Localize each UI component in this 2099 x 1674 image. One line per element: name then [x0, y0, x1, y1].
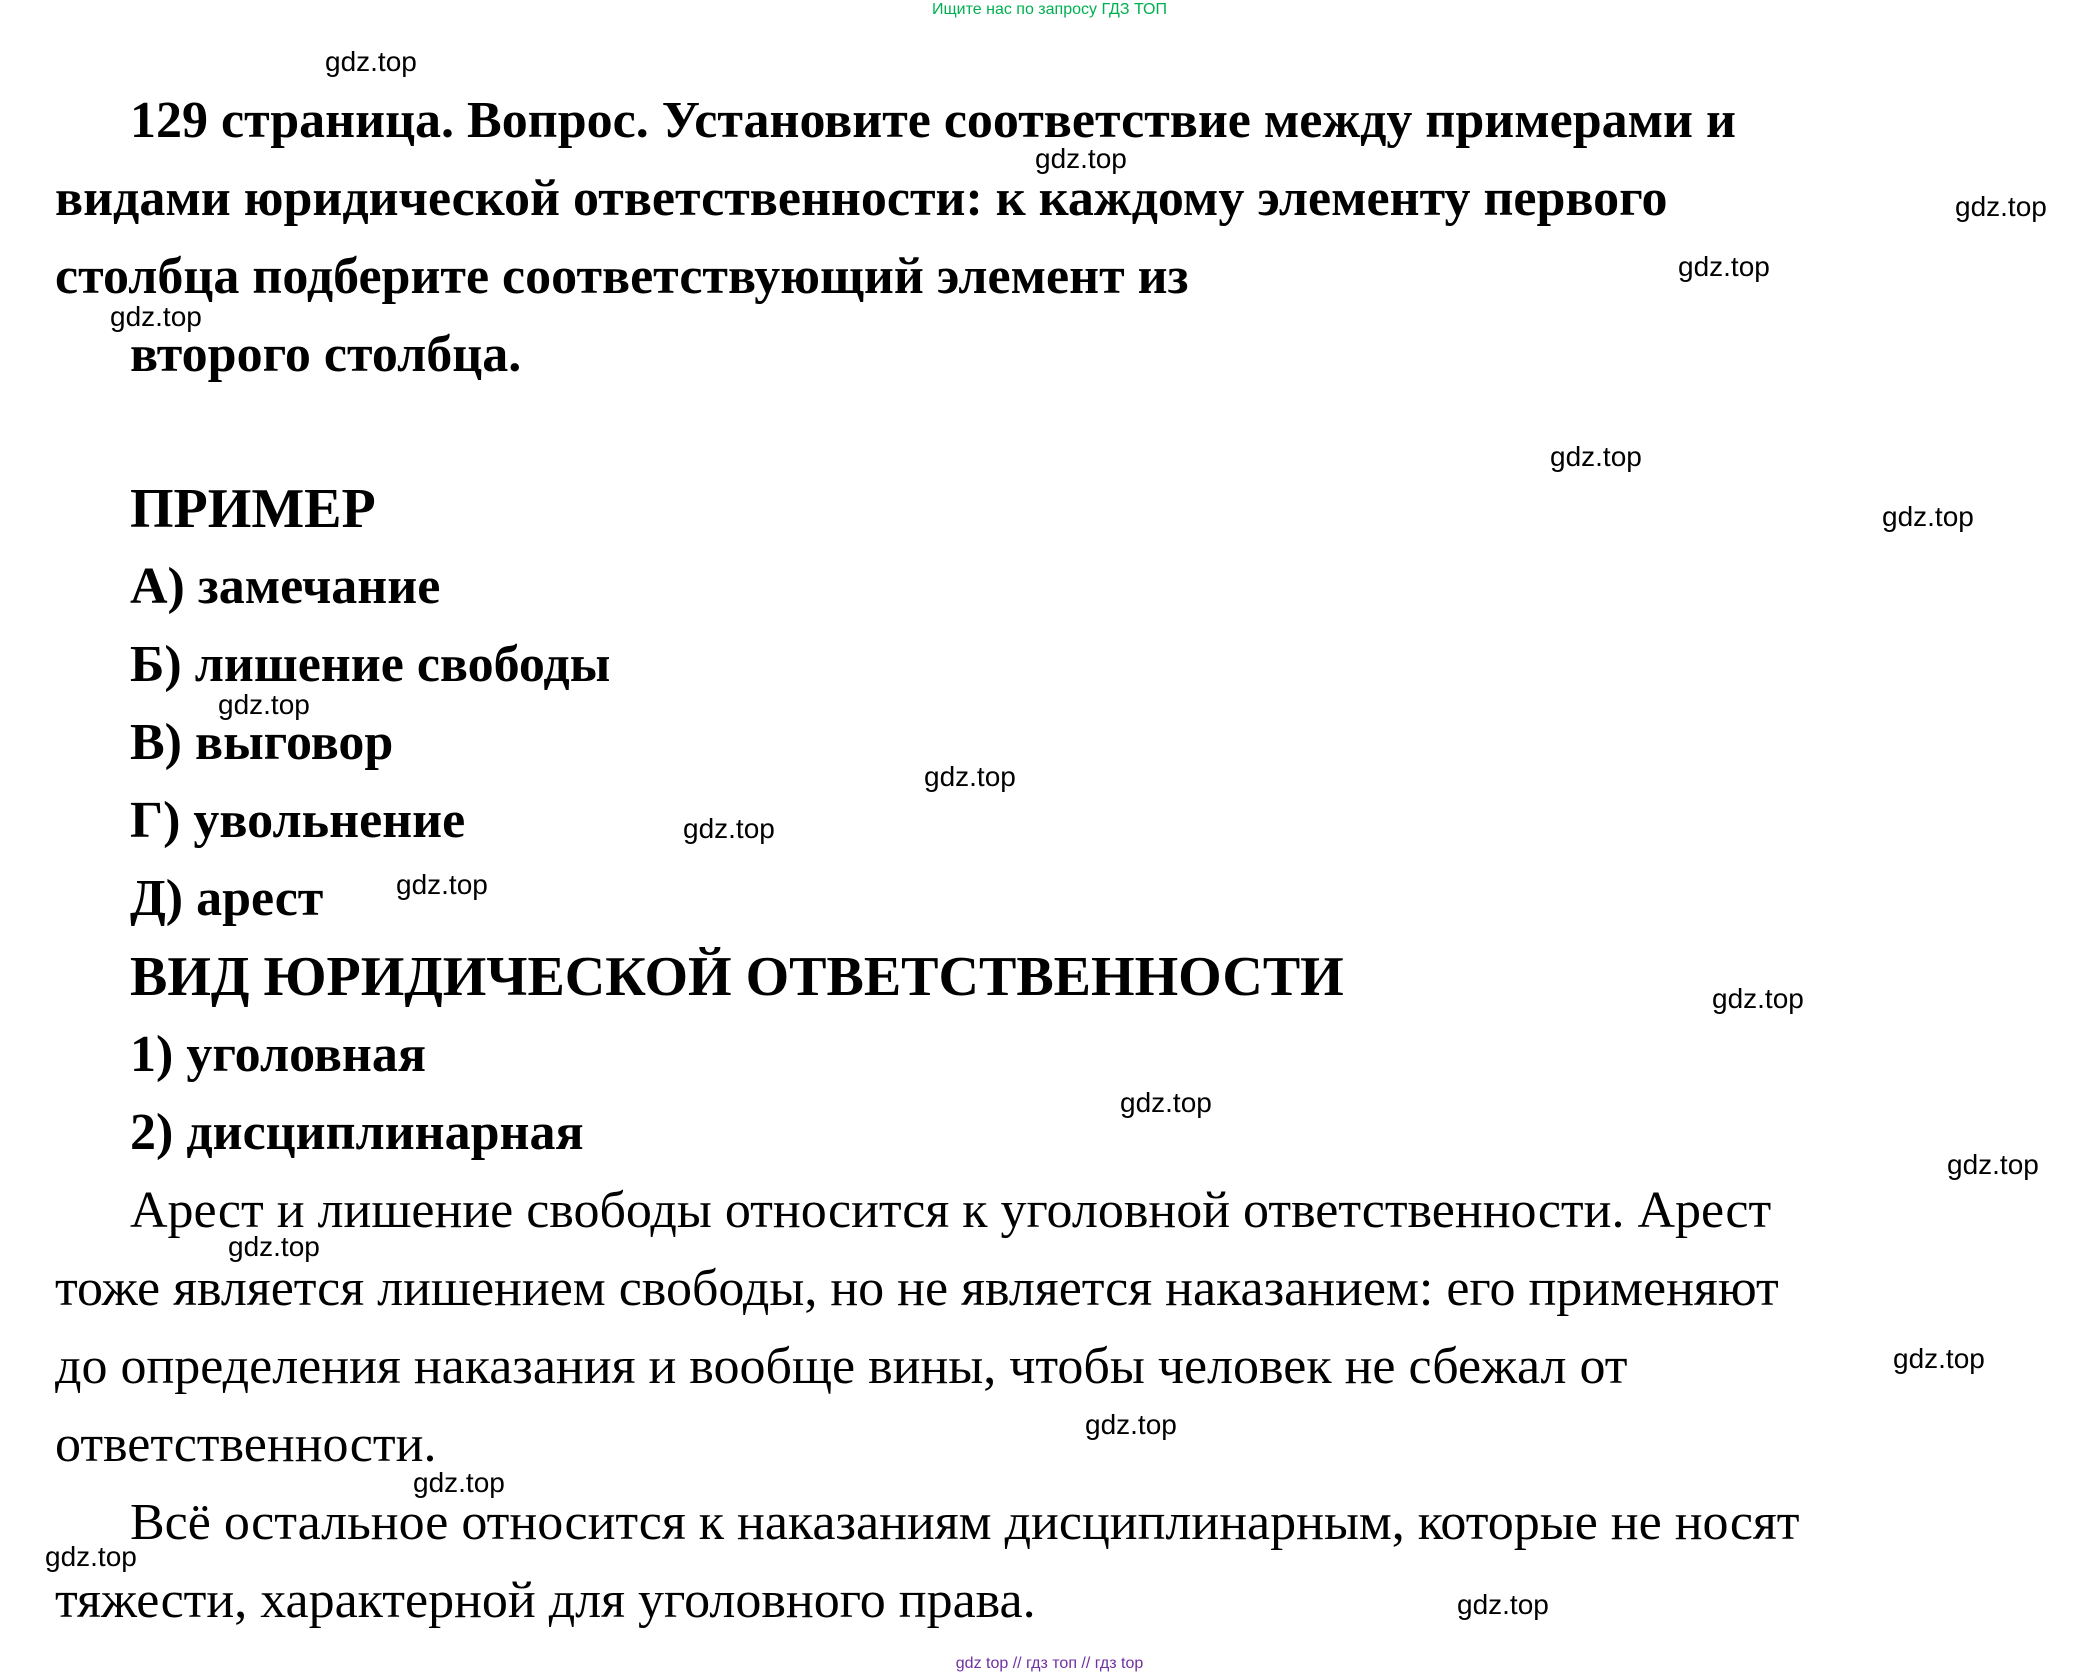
answer-p2-line-2: тяжести, характерной для уголовного права. [55, 1572, 1036, 1629]
watermark: gdz.top [1678, 251, 1770, 282]
answer-p1-line-4: ответственности. [55, 1416, 437, 1473]
answer-p1-line-3: до определения наказания и вообще вины, чтобы человек не сбежал от [55, 1338, 1628, 1395]
question-line-3: столбца подберите соответствующий элемент из [55, 248, 1189, 305]
watermark: gdz.top [1947, 1149, 2039, 1180]
watermark: gdz.top [1085, 1409, 1177, 1440]
watermark: gdz.top [218, 689, 310, 720]
footer-watermark: gdz top // гдз топ // гдз top [955, 1655, 1144, 1672]
watermark: gdz.top [1035, 143, 1127, 174]
question-line-2: видами юридической ответственности: к каждому элементу первого [55, 170, 1668, 227]
watermark: gdz.top [396, 869, 488, 900]
question-line-1: 129 страница. Вопрос. Установите соответствие между примерами и [130, 92, 1736, 149]
examples-heading: ПРИМЕР [130, 478, 376, 540]
watermark: gdz.top [1120, 1087, 1212, 1118]
example-item-b: Б) лишение свободы [130, 636, 611, 693]
example-item-v: В) выговор [130, 714, 394, 771]
liability-item-2: 2) дисциплинарная [130, 1104, 584, 1161]
watermark: gdz.top [325, 46, 417, 77]
liability-item-1: 1) уголовная [130, 1026, 427, 1083]
answer-p1-line-2: тоже является лишением свободы, но не является наказанием: его применяют [55, 1260, 1779, 1317]
watermark: gdz.top [413, 1467, 505, 1498]
watermark: gdz.top [924, 761, 1016, 792]
example-item-d: Д) арест [130, 870, 324, 927]
example-item-g: Г) увольнение [130, 792, 466, 849]
watermark: gdz.top [1955, 191, 2047, 222]
watermark: gdz.top [1712, 983, 1804, 1014]
watermark: gdz.top [1550, 441, 1642, 472]
answer-p1-line-1: Арест и лишение свободы относится к уголовной ответственности. Арест [130, 1182, 1772, 1239]
watermark: gdz.top [1882, 501, 1974, 532]
watermark: gdz.top [45, 1541, 137, 1572]
answer-p2-line-1: Всё остальное относится к наказаниям дисциплинарным, которые не носят [130, 1494, 1800, 1551]
liability-heading: ВИД ЮРИДИЧЕСКОЙ ОТВЕТСТВЕННОСТИ [130, 946, 1344, 1008]
watermark: gdz.top [228, 1231, 320, 1262]
watermark: gdz.top [1457, 1589, 1549, 1620]
watermark: gdz.top [1893, 1343, 1985, 1374]
top-banner: Ищите нас по запросу ГДЗ ТОП [932, 1, 1167, 18]
watermark: gdz.top [683, 813, 775, 844]
example-item-a: А) замечание [130, 558, 441, 615]
question-line-4: второго столбца. [130, 326, 522, 383]
watermark: gdz.top [110, 301, 202, 332]
